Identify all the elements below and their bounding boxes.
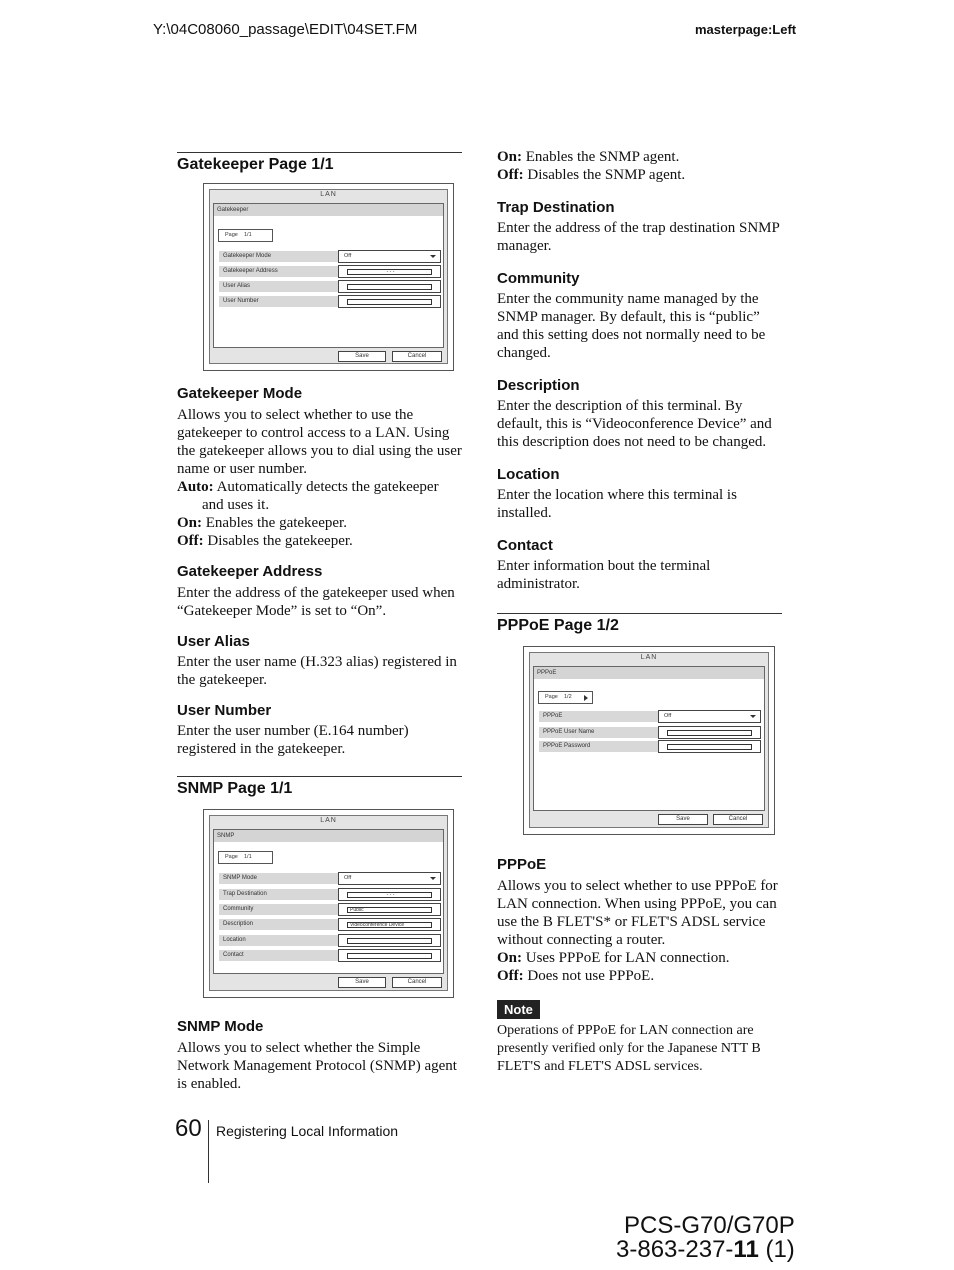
pppoe-text: Allows you to select whether to use PPPoE for LAN connection. When using PPPoE, you can use the B FLET'S* or FLET'S ADSL service without connecting a router. xyxy=(497,878,778,948)
right-column xyxy=(497,148,782,1076)
panel-title: SNMP xyxy=(214,830,443,842)
trap-destination-label: Trap Destination xyxy=(219,889,338,900)
note-text: Operations of PPPoE for LAN connection are presently verified only for the Japanese NTT B FLET'S and FLET'S ADSL services. xyxy=(497,1023,761,1074)
pppoe-label: PPPoE xyxy=(539,711,658,722)
gatekeeper-address-text: Enter the address of the gatekeeper used when “Gatekeeper Mode” is set to “On”. xyxy=(177,585,455,619)
community-text: Enter the community name managed by the SNMP manager. By default, this is “public” and this setting does not normally need to be changed. xyxy=(497,291,766,361)
trap-destination-text: Enter the address of the trap destination SNMP manager. xyxy=(497,220,780,254)
contact-label: Contact xyxy=(219,950,338,961)
location-label: Location xyxy=(219,935,338,946)
note-badge: Note xyxy=(497,1000,540,1019)
snmp-mode-label: SNMP Mode xyxy=(219,873,338,884)
pppoe-password-field[interactable] xyxy=(658,740,761,753)
gatekeeper-address-heading: Gatekeeper Address xyxy=(177,563,323,580)
gatekeeper-mode-text: Allows you to select whether to use the gatekeeper to control access to a LAN. Using the gatekeeper allows you to dial using the user name or user number. xyxy=(177,407,462,477)
lan-label: LAN xyxy=(320,191,337,198)
lan-label: LAN xyxy=(320,817,337,824)
model-name: PCS-G70/G70P xyxy=(624,1212,795,1239)
panel-title: Gatekeeper xyxy=(214,204,443,216)
community-heading: Community xyxy=(497,270,580,287)
user-number-field[interactable] xyxy=(338,295,441,308)
location-text: Enter the location where this terminal is installed. xyxy=(497,487,737,521)
user-number-heading: User Number xyxy=(177,702,272,719)
description-text: Enter the description of this terminal. By default, this is “Videoconference Device” and this description does not need to be changed. xyxy=(497,398,772,450)
gatekeeper-mode-select[interactable]: Off xyxy=(338,250,441,263)
contact-text: Enter information bout the terminal administrator. xyxy=(497,558,711,592)
snmp-mode-text: Allows you to select whether the Simple Network Management Protocol (SNMP) agent is enabled. xyxy=(177,1040,457,1092)
pppoe-select[interactable]: Off xyxy=(658,710,761,723)
contact-heading: Contact xyxy=(497,537,553,554)
snmp-mode-select[interactable]: Off xyxy=(338,872,441,885)
community-label: Community xyxy=(219,904,338,915)
pppoe-user-name-field[interactable] xyxy=(658,726,761,739)
chevron-right-icon[interactable] xyxy=(584,695,588,701)
gatekeeper-screenshot xyxy=(203,183,454,371)
chevron-down-icon xyxy=(750,715,756,718)
community-field[interactable]: Public xyxy=(338,903,441,916)
footer-divider xyxy=(208,1120,209,1183)
lan-label: LAN xyxy=(640,654,658,661)
description-label: Description xyxy=(219,919,338,930)
masterpage-label: masterpage:Left xyxy=(695,22,797,37)
page-indicator[interactable]: Page 1/2 xyxy=(538,691,593,704)
snmp-mode-heading: SNMP Mode xyxy=(177,1018,264,1035)
cancel-button[interactable]: Cancel xyxy=(713,814,763,825)
left-column xyxy=(177,152,462,1093)
pppoe-page-title: PPPoE Page 1/2 xyxy=(497,613,782,636)
user-alias-text: Enter the user name (H.323 alias) registered in the gatekeeper. xyxy=(177,654,457,688)
trap-destination-field[interactable]: - - - xyxy=(338,888,441,901)
page-indicator[interactable]: Page 1/1 xyxy=(218,851,273,864)
document-code: 3-863-237-11 (1) xyxy=(616,1236,795,1263)
chevron-down-icon xyxy=(430,255,436,258)
pppoe-heading: PPPoE xyxy=(497,856,547,873)
pppoe-password-label: PPPoE Password xyxy=(539,741,658,752)
save-button[interactable]: Save xyxy=(338,977,386,988)
snmp-page-title: SNMP Page 1/1 xyxy=(177,776,462,799)
section-name: Registering Local Information xyxy=(216,1123,399,1139)
gatekeeper-address-field[interactable]: - - - xyxy=(338,265,441,278)
snmp-screenshot xyxy=(203,809,454,998)
page-number: 60 xyxy=(175,1115,202,1142)
gatekeeper-address-label: Gatekeeper Address xyxy=(219,266,338,277)
user-alias-label: User Alias xyxy=(219,281,338,292)
location-heading: Location xyxy=(497,466,560,483)
save-button[interactable]: Save xyxy=(338,351,386,362)
cancel-button[interactable]: Cancel xyxy=(392,977,442,988)
auto-option: Auto: Automatically detects the gatekeeper and uses it. xyxy=(177,479,439,513)
gatekeeper-page-title: Gatekeeper Page 1/1 xyxy=(177,152,462,175)
cancel-button[interactable]: Cancel xyxy=(392,351,442,362)
pppoe-user-name-label: PPPoE User Name xyxy=(539,727,658,738)
user-alias-field[interactable] xyxy=(338,280,441,293)
pppoe-off-option: Off: Does not use PPPoE. xyxy=(497,968,655,984)
page-indicator[interactable]: Page 1/1 xyxy=(218,229,273,242)
contact-field[interactable] xyxy=(338,949,441,962)
save-button[interactable]: Save xyxy=(658,814,708,825)
description-heading: Description xyxy=(497,377,580,394)
chevron-down-icon xyxy=(430,877,436,880)
on-option: On: Enables the gatekeeper. xyxy=(177,515,347,531)
file-path: Y:\04C08060_passage\EDIT\04SET.FM xyxy=(153,21,418,38)
location-field[interactable] xyxy=(338,934,441,947)
user-number-label: User Number xyxy=(219,296,338,307)
pppoe-on-option: On: Uses PPPoE for LAN connection. xyxy=(497,950,730,966)
user-number-text: Enter the user number (E.164 number) registered in the gatekeeper. xyxy=(177,723,409,757)
gatekeeper-mode-heading: Gatekeeper Mode xyxy=(177,385,303,402)
snmp-off-option: Off: Disables the SNMP agent. xyxy=(497,167,686,183)
snmp-on-option: On: Enables the SNMP agent. xyxy=(497,149,680,165)
trap-destination-heading: Trap Destination xyxy=(497,199,615,216)
off-option: Off: Disables the gatekeeper. xyxy=(177,533,353,549)
panel-title: PPPoE xyxy=(534,667,764,679)
description-field[interactable]: Videoconference Device xyxy=(338,918,441,931)
pppoe-screenshot xyxy=(523,646,775,835)
gatekeeper-mode-label: Gatekeeper Mode xyxy=(219,251,338,262)
user-alias-heading: User Alias xyxy=(177,633,250,650)
